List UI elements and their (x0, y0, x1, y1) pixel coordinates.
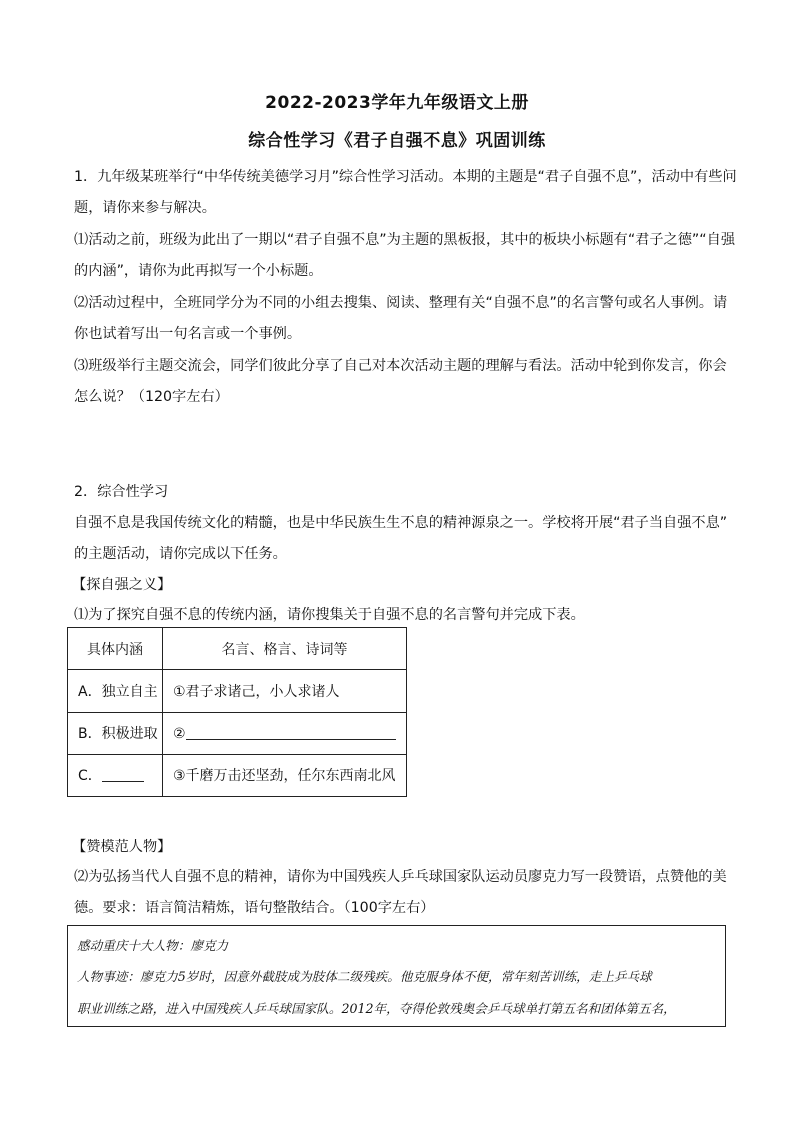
section-heading-praise: 【赞模范人物】 (72, 839, 172, 855)
q2-intro-line2: 的主题活动，请你完成以下任务。 (74, 546, 287, 562)
q1-stem-line1: 1．九年级某班举行“中华传统美德学习月”综合性学习活动。本期的主题是“君子自强不息”，活动中有些问 (74, 169, 737, 185)
table-cell (163, 754, 407, 796)
table-cell-text: ①君子求诸己，小人求诸人 (173, 683, 340, 700)
profile-title: 感动重庆十大人物：廖克力 (77, 938, 229, 953)
profile-text-line: 人物事迹：廖克力5岁时，因意外截肢成为肢体二级残疾。他克服身体不便，常年刻苦训练，走上乒乓球 (77, 969, 652, 984)
table-cell: A．独立自主 (68, 670, 163, 712)
table-header-cell: 具体内涵 (68, 628, 163, 670)
table-cell (163, 670, 407, 712)
table-cell-text: C． (78, 768, 102, 785)
profile-text-line: 职业训练之路，进入中国残疾人乒乓球国家队。2012年，夺得伦敦残奥会乒乓球单打第五名和团体第五名， (77, 1001, 676, 1016)
page-title: 2022-2023学年九年级语文上册 (265, 93, 529, 113)
q1-part3-line2: 怎么说？（120字左右） (74, 389, 229, 405)
table-header-cell: 名言、格言、诗词等 (163, 628, 407, 670)
table-header-row (68, 628, 407, 670)
q2-task2-line1: ⑵为弘扬当代人自强不息的精神，请你为中国残疾人乒乓球国家队运动员廖克力写一段赞语，点赞他的美 (74, 869, 727, 885)
profile-box (67, 925, 726, 1027)
maxims-table (67, 627, 407, 797)
table-cell-text: ③千磨万击还坚劲，任尔东西南北风 (173, 768, 396, 785)
q1-part3-line1: ⑶班级举行主题交流会，同学们彼此分享了自己对本次活动主题的理解与看法。活动中轮到你发言，你会 (74, 358, 727, 374)
q2-heading: 2．综合性学习 (74, 484, 169, 500)
q1-part2-line1: ⑵活动过程中，全班同学分为不同的小组去搜集、阅读、整理有关“自强不息”的名言警句或名人事例。请 (74, 295, 728, 311)
table-cell-text: ② (173, 725, 186, 742)
q1-part1-line2: 的内涵”，请你为此再拟写一个小标题。 (74, 263, 323, 279)
answer-blank[interactable] (102, 767, 144, 782)
q1-part1-line1: ⑴活动之前，班级为此出了一期以“君子自强不息”为主题的黑板报，其中的板块小标题有“君子之德”“自强 (74, 232, 736, 248)
table-cell: B．积极进取 (68, 712, 163, 754)
q2-task1: ⑴为了探究自强不息的传统内涵，请你搜集关于自强不息的名言警句并完成下表。 (74, 607, 585, 623)
q2-task2-line2: 德。要求：语言简洁精炼，语句整散结合。（100字左右） (74, 900, 435, 916)
table-row (68, 712, 407, 754)
table-row (68, 670, 407, 712)
table-cell (163, 712, 407, 754)
section-heading-explore: 【探自强之义】 (72, 577, 172, 593)
table-row (68, 754, 407, 796)
q2-intro-line1: 自强不息是我国传统文化的精髓，也是中华民族生生不息的精神源泉之一。学校将开展“君子当自强不息” (74, 515, 728, 531)
page-subtitle: 综合性学习《君子自强不息》巩固训练 (248, 131, 546, 151)
table-cell (68, 754, 163, 796)
q1-part2-line2: 你也试着写出一句名言或一个事例。 (74, 326, 302, 342)
answer-blank[interactable] (186, 725, 396, 740)
q1-stem-line2: 题，请你来参与解决。 (74, 200, 216, 216)
